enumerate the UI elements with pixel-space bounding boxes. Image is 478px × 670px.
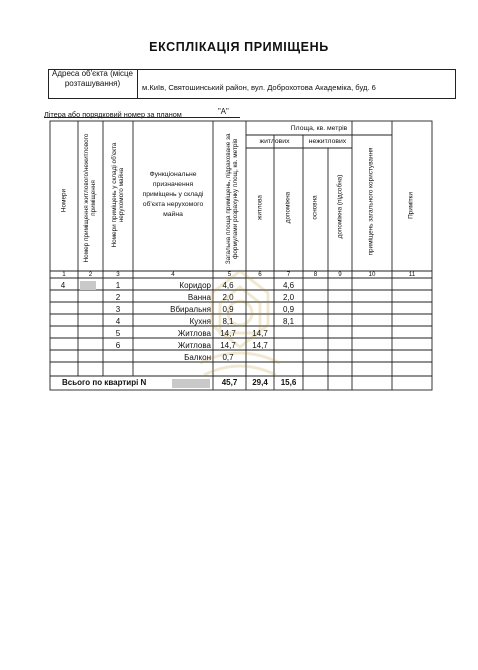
row-living: 14,7 (252, 329, 268, 338)
header-col8: основна (311, 195, 319, 220)
row-name: Вбиральня (170, 305, 211, 314)
header-area-group: Площа, кв. метрів (290, 125, 348, 132)
header-col1: Номери (60, 188, 68, 213)
row-number: 4 (115, 317, 121, 326)
row-number: 1 (115, 281, 121, 290)
header-col5: Загальна площа приміщень, підраховане за формулами розрахунку площ, кв. метрів (225, 133, 239, 265)
row-number: 6 (115, 341, 121, 350)
row-total: 0,9 (222, 305, 234, 314)
header-col2: Номер приміщення житлового/нежитлового приміщення (83, 133, 97, 263)
row-number: 5 (115, 329, 121, 338)
header-col6: житлова (256, 195, 264, 220)
totals-label: Всього по квартирі N (62, 378, 147, 387)
header-col7: допоміжна (284, 191, 292, 224)
address-label: Адреса об'єкта (місце розташування) (48, 69, 138, 99)
col-number-3: 3 (116, 271, 120, 278)
litera-label: Літера або порядковий номер за планом (44, 110, 182, 119)
col-number-9: 9 (338, 271, 342, 278)
totals-aux: 15,6 (280, 378, 297, 387)
apartment-number: 4 (60, 281, 66, 290)
header-col10: приміщень загального користування (367, 147, 375, 256)
header-col4: Функціональне призначення приміщень у складі об'єкта нерухомого майна (142, 171, 204, 218)
row-name: Кухня (189, 317, 211, 326)
col-number-11: 11 (408, 271, 416, 278)
row-total: 4,6 (222, 281, 234, 290)
row-name: Коридор (179, 281, 211, 290)
row-total: 8,1 (222, 317, 234, 326)
address-value: м.Київ, Святошинський район, вул. Доброхотова Академіка, буд. 6 (142, 83, 376, 92)
document-title: ЕКСПЛІКАЦІЯ ПРИМІЩЕНЬ (149, 40, 329, 54)
litera-value: "А" (218, 107, 229, 116)
redaction-mark (172, 379, 210, 388)
row-name: Ванна (187, 293, 211, 302)
row-aux: 4,6 (282, 281, 295, 290)
col-number-6: 6 (258, 271, 262, 278)
totals-living: 29,4 (252, 378, 268, 387)
row-name: Житлова (177, 341, 211, 350)
header-col3: Номери приміщень у складі об'єкта нерухомого майна (111, 142, 125, 248)
row-name: Балкон (184, 353, 211, 362)
row-number: 3 (115, 305, 121, 314)
row-total: 0,7 (222, 353, 234, 362)
row-total: 2,0 (222, 293, 234, 302)
row-aux: 2,0 (282, 293, 295, 302)
row-number: 2 (115, 293, 121, 302)
col-number-5: 5 (227, 271, 232, 278)
row-living: 14,7 (252, 341, 268, 350)
header-nonresidential: нежитлових (308, 138, 347, 145)
col-number-8: 8 (313, 271, 318, 278)
row-aux: 8,1 (282, 317, 295, 326)
totals-total: 45,7 (221, 378, 238, 387)
header-col9: допоміжна (підсобна) (336, 174, 344, 239)
row-aux: 0,9 (282, 305, 295, 314)
header-col11: Примітки (407, 192, 415, 219)
row-total: 14,7 (220, 329, 236, 338)
row-total: 14,7 (220, 341, 236, 350)
col-number-4: 4 (171, 271, 175, 278)
col-number-2: 2 (88, 271, 93, 278)
col-number-10: 10 (368, 271, 376, 278)
col-number-7: 7 (286, 271, 291, 278)
redaction-mark (80, 281, 96, 290)
header-residential: житлових (259, 138, 290, 145)
col-number-1: 1 (62, 271, 66, 278)
row-name: Житлова (177, 329, 211, 338)
